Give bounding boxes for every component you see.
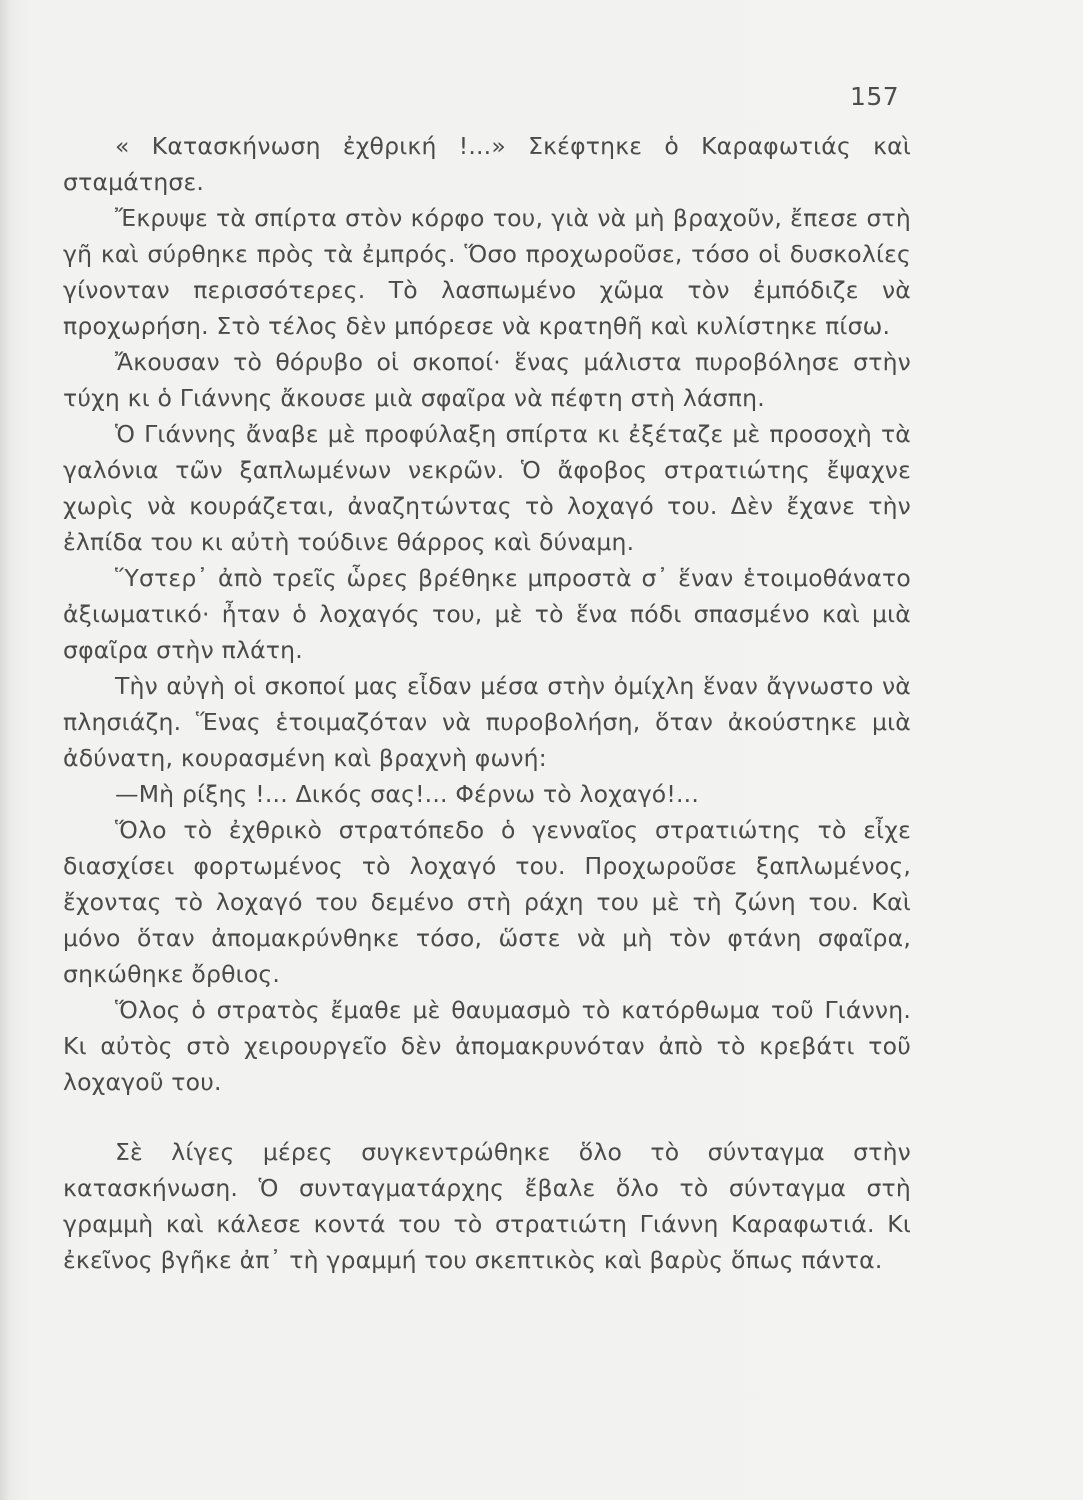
paragraph: Ὅλο τὸ ἐχθρικὸ στρατόπεδο ὁ γενναῖος στρατιώτης τὸ εἶχε διασχίσει φορτωμένος τὸ λοχαγό του. Προχωροῦσε ξαπλωμένος, ἔχοντας τὸ λοχαγό του δεμένο στὴ ράχη του μὲ τὴ ζώνη του. Καὶ μόνο ὅταν ἀπομακρύνθηκε τόσο, ὥστε νὰ μὴ τὸν φτάνη σφαῖρα, σηκώθηκε ὄρθιος. [63, 816, 911, 988]
dialogue-line: —Μὴ ρίξης !... Δικός σας!... Φέρνω τὸ λοχαγό!... [115, 780, 700, 808]
paragraph: Σὲ λίγες μέρες συγκεντρώθηκε ὅλο τὸ σύνταγμα στὴν κατασκήνωση. Ὁ συνταγματάρχης ἔβαλε ὅλο τὸ σύνταγμα στὴ γραμμὴ καὶ κάλεσε κοντά του τὸ στρατιώτη Γιάννη Καραφωτιά. Κι ἐκεῖνος βγῆκε ἀπ᾿ τὴ γραμμή του σκεπτικὸς καὶ βαρὺς ὅπως πάντα. [63, 1138, 911, 1274]
paragraph: Τὴν αὐγὴ οἱ σκοποί μας εἶδαν μέσα στὴν ὀμίχλη ἕναν ἄγνωστο νὰ πλησιάζη. Ἕνας ἑτοιμαζόταν νὰ πυροβολήση, ὅταν ἀκούστηκε μιὰ ἀδύνατη, κουρασμένη καὶ βραχνὴ φωνή: [63, 672, 911, 772]
page-number: 157 [850, 82, 900, 111]
section-gap [63, 1100, 911, 1134]
paragraph: Ἔκρυψε τὰ σπίρτα στὸν κόρφο του, γιὰ νὰ μὴ βραχοῦν, ἔπεσε στὴ γῆ καὶ σύρθηκε πρὸς τὰ ἐμπρός. Ὅσο προχωροῦσε, τόσο οἱ δυσκολίες γίνονταν περισσότερες. Τὸ λασπωμένο χῶμα τὸν ἐμπόδιζε νὰ προχωρήση. Στὸ τέλος δὲν μπόρεσε νὰ κρατηθῆ καὶ κυλίστηκε πίσω. [63, 204, 911, 340]
paragraph: Ὕστερ᾿ ἀπὸ τρεῖς ὧρες βρέθηκε μπροστὰ σ᾿ ἕναν ἑτοιμοθάνατο ἀξιωματικό· ἦταν ὁ λοχαγός του, μὲ τὸ ἕνα πόδι σπασμένο καὶ μιὰ σφαῖρα στὴν πλάτη. [63, 564, 911, 664]
paragraph: Ἄκουσαν τὸ θόρυβο οἱ σκοποί· ἕνας μάλιστα πυροβόλησε στὴν τύχη κι ὁ Γιάννης ἄκουσε μιὰ σφαῖρα νὰ πέφτη στὴ λάσπη. [63, 348, 911, 412]
paragraph: « Κατασκήνωση ἐχθρική !...» Σκέφτηκε ὁ Καραφωτιάς καὶ σταμάτησε. [63, 132, 911, 196]
paragraph: Ὅλος ὁ στρατὸς ἔμαθε μὲ θαυμασμὸ τὸ κατόρθωμα τοῦ Γιάννη. Κι αὐτὸς στὸ χειρουργεῖο δὲν ἀπομακρυνόταν ἀπὸ τὸ κρεβάτι τοῦ λοχαγοῦ του. [63, 996, 911, 1096]
page-body-text [63, 128, 911, 1278]
paragraph: Ὁ Γιάννης ἄναβε μὲ προφύλαξη σπίρτα κι ἐξέταζε μὲ προσοχὴ τὰ γαλόνια τῶν ξαπλωμένων νεκρῶν. Ὁ ἄφοβος στρατιώτης ἔψαχνε χωρὶς νὰ κουράζεται, ἀναζητώντας τὸ λοχαγό του. Δὲν ἔχανε τὴν ἐλπίδα του κι αὐτὴ τούδινε θάρρος καὶ δύναμη. [63, 420, 911, 556]
